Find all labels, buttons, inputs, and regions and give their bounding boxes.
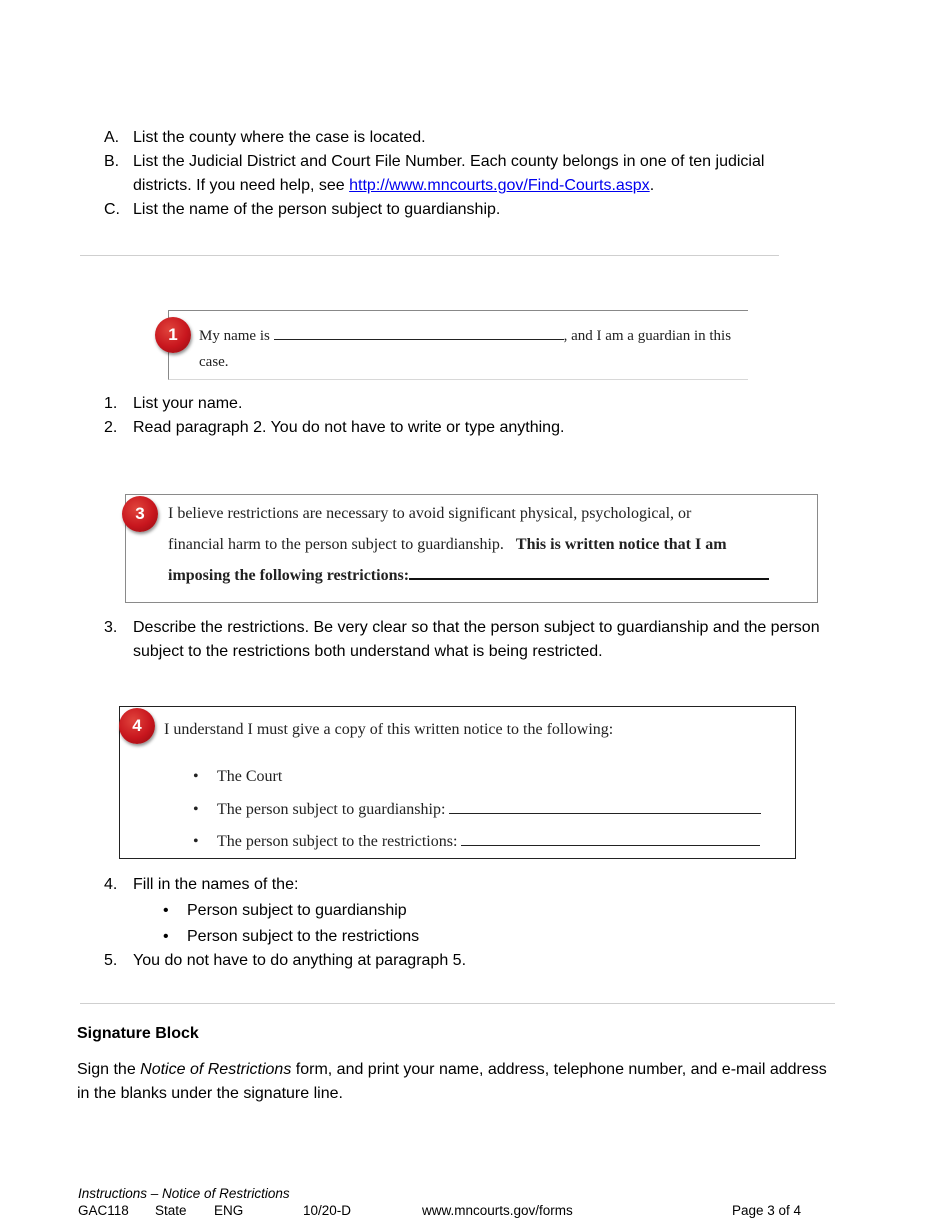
list-item (104, 150, 804, 198)
list-marker: 1. (104, 395, 118, 412)
list-marker: A. (104, 129, 120, 146)
form-excerpt-paragraph-3 (125, 494, 818, 603)
recipient-court: The Court (217, 768, 283, 785)
list-marker: 4. (104, 876, 118, 893)
box3-line-3 (168, 560, 808, 591)
box3-line-1: I believe restrictions are necessary to avoid significant physical, psychological, or (168, 505, 692, 522)
instruction-list-1-2 (104, 392, 804, 440)
recipient-guardianship-person: The person subject to guardianship: (217, 800, 446, 818)
list-marker: 2. (104, 419, 118, 436)
guardian-name-blank (274, 325, 564, 340)
list-item (104, 416, 804, 440)
bullet-icon: • (163, 902, 169, 919)
list-item (160, 899, 824, 925)
list-item-text: List the county where the case is located. (133, 129, 426, 146)
paragraph-1-badge: 1 (155, 317, 191, 353)
paragraph-4-badge: 4 (119, 708, 155, 744)
list-item-text: You do not have to do anything at paragraph 5. (133, 952, 467, 969)
footer-title: Instructions – Notice of Restrictions (78, 1186, 290, 1201)
form-excerpt-paragraph-1 (168, 310, 748, 380)
list-marker: 5. (104, 952, 118, 969)
footer-date: 10/20-D (303, 1203, 352, 1218)
list-item (104, 873, 824, 897)
list-item-text: Describe the restrictions. Be very clear so that the person subject to guardianship and the person subject to the restrictions both understand what is being restricted. (133, 619, 820, 660)
guardianship-person-blank (449, 799, 761, 814)
footer-language: ENG (214, 1203, 244, 1218)
section-divider (80, 255, 779, 256)
box3-line-2-text: financial harm to the person subject to guardianship. (168, 536, 504, 553)
list-item-text: Fill in the names of the: (133, 876, 299, 893)
names-sub-list (160, 899, 824, 949)
signature-text-end: form, and print your name, address, telephone number, and e-mail address in the blanks under the signature line. (77, 1061, 827, 1102)
list-marker: C. (104, 201, 120, 218)
instruction-list-3 (104, 616, 824, 664)
restrictions-blank (409, 564, 769, 580)
list-item (104, 949, 824, 973)
restricted-person-blank (461, 831, 760, 846)
list-item-text: Read paragraph 2. You do not have to write or type anything. (133, 419, 565, 436)
list-marker: B. (104, 153, 120, 170)
paragraph-3-badge: 3 (122, 496, 158, 532)
instruction-list-4-5 (104, 873, 824, 973)
box3-line-2 (168, 529, 808, 560)
recipient-restricted-person: The person subject to the restrictions: (217, 833, 458, 850)
bullet-icon: • (193, 833, 199, 850)
instruction-list-abc (104, 126, 804, 222)
signature-instructions (77, 1058, 837, 1106)
list-item (104, 392, 804, 416)
list-item-text-end: . (649, 177, 655, 194)
form-excerpt-paragraph-4 (119, 706, 796, 859)
box3-bold-notice: This is written notice that I am (515, 536, 727, 553)
list-item-text: List the Judicial District and Court File Number. Each county belongs in one of ten judicial districts. If you need help, see (133, 153, 765, 194)
list-item (160, 925, 824, 949)
box1-text-start: My name is (199, 328, 270, 344)
form-name-italic: Notice of Restrictions (140, 1061, 292, 1078)
footer-form-code: GAC118 (78, 1203, 129, 1218)
box4-heading: I understand I must give a copy of this written notice to the following: (164, 721, 614, 738)
bullet-icon: • (193, 768, 199, 785)
list-item-text: List your name. (133, 395, 243, 412)
signature-heading: Signature Block (77, 1025, 199, 1042)
list-item-text: List the name of the person subject to guardianship. (133, 201, 501, 218)
list-item (190, 794, 780, 827)
find-courts-link[interactable]: http://www.mncourts.gov/Find-Courts.aspx (349, 177, 650, 194)
sub-item-text: Person subject to the restrictions (187, 928, 420, 945)
list-item (190, 826, 780, 859)
list-item (104, 616, 824, 664)
list-item (104, 126, 804, 150)
footer-url: www.mncourts.gov/forms (422, 1203, 573, 1218)
box3-bold-restrictions: imposing the following restrictions: (168, 567, 410, 584)
section-divider (80, 1003, 835, 1004)
list-item (104, 198, 804, 222)
footer-state: State (155, 1203, 187, 1218)
footer-page-number: Page 3 of 4 (732, 1203, 802, 1218)
box4-recipient-list (190, 761, 780, 859)
sub-item-text: Person subject to guardianship (187, 902, 407, 919)
box1-text-end: , and I am a guardian in this case. (199, 328, 732, 370)
signature-text-start: Sign the (77, 1061, 141, 1078)
bullet-icon: • (163, 928, 169, 945)
list-item (190, 761, 780, 794)
bullet-icon: • (193, 800, 199, 818)
list-marker: 3. (104, 619, 118, 636)
